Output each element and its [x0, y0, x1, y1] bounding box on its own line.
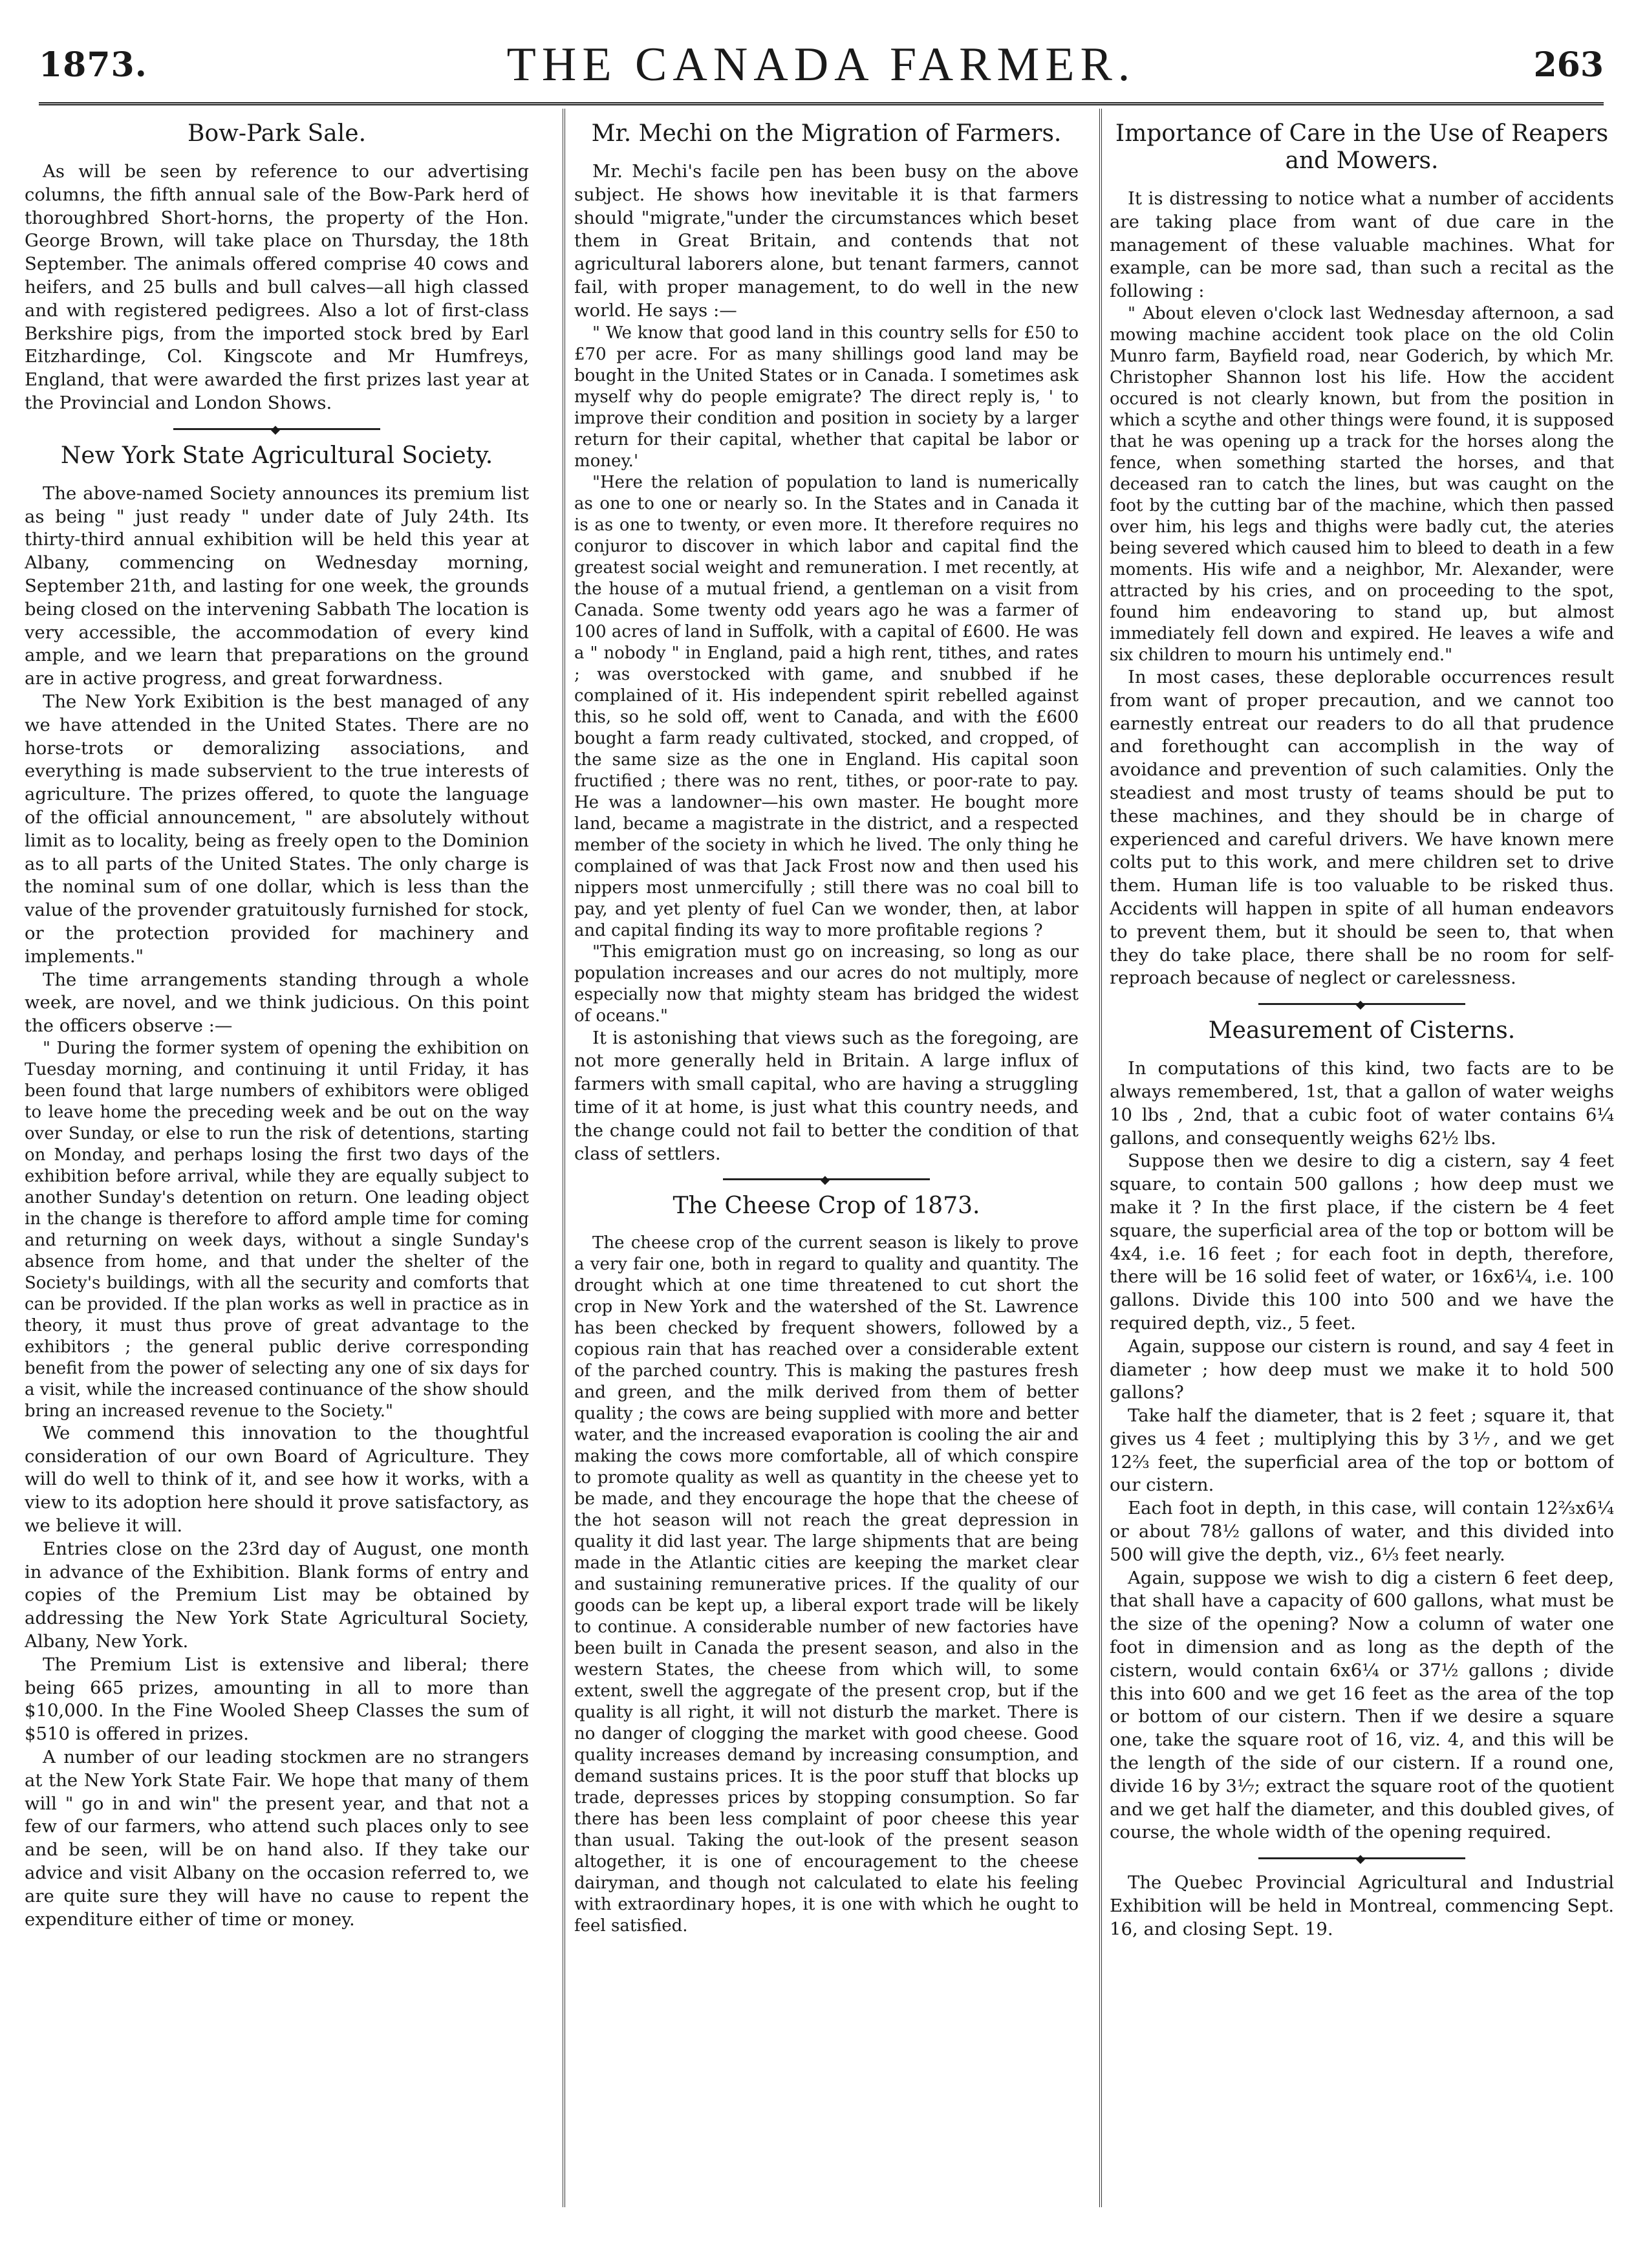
article-measurement-of-cisterns	[1110, 1017, 1614, 1844]
article-paragraph: The cheese crop of the current season is likely to prove a very fair one, both in regard to quality and quantity. The drought which at one time threatened to cut short the crop in New York and the watershed of the St. Lawrence has been checked by frequent showers, followed by a copious rain that has reached over a considerable extent of the parched country. This is making the pastures fresh and green, and the milk derived from them of better quality ; the cows are being supplied with more and better water, and the increased evaporation is cooling the air and making the cows more comfortable, all of which conspire to promote quality as well as quantity in the cheese yet to be made, and they encourage the hope that the cheese of the hot season will not reach the great depression in quality it did last year. The large shipments that are being made in the Atlantic cities are keeping the market clear and sustaining remunerative prices. If the quality of our goods can be kept up, a liberal export trade will be likely to continue. A considerable number of new factories have been built in Canada the present season, and also in the western States, the cheese from which will, to some extent, swell the aggregate of the present crop, but if the quality is all right, it will not disturb the market. There is no danger of clogging the market with good cheese. Good quality increases demand by increasing consumption, and demand sustains prices. It is the poor stuff that blocks up trade, depresses prices by stopping consumption. So far there has been less complaint of poor cheese this year than usual. Taking the out-look of the present season altogether, it is one of encouragement to the cheese dairyman, and though not calculated to elate his feeling with extraordinary hopes, it is one with which he ought to feel satisfied.	[574, 1233, 1079, 1936]
article-mr-mechi-migration	[574, 120, 1079, 1165]
article-paragraph: It is distressing to notice what a number of accidents are taking place from want of due care in the management of these valuable machines. What for example, can be more sad, than such a recital as the following :	[1110, 188, 1614, 302]
article-paragraph: Suppose then we desire to dig a cistern, say 4 feet square, to contain 500 gallons ; how deep must we make it ? In the first place, if the cistern be 4 feet square, the superficial area of the top or bottom will be 4x4, i.e. 16 feet ; for each foot in depth, therefore, there will be 16 solid feet of water, or 16x6¼, i.e. 100 gallons. Divide this 100 into 500 and we have the required depth, viz., 5 feet.	[1110, 1150, 1614, 1334]
page-number: 263	[1533, 45, 1604, 85]
publication-title: THE CANADA FARMER.	[506, 38, 1136, 91]
notice-quebec-exhibition	[1110, 1872, 1614, 1941]
section-divider	[1110, 1853, 1614, 1863]
column-2	[574, 114, 1079, 2196]
article-paragraph: Take half the diameter, that is 2 feet ; square it, that gives us 4 feet ; multiplying this by 3⅐, and we get 12⅔ feet, the superficial area of the top or bottom of our cistern.	[1110, 1405, 1614, 1496]
article-new-york-state-agricultural-society	[25, 442, 529, 1932]
section-divider	[1110, 999, 1614, 1008]
article-paragraph: The time arrangements standing through a whole week, are novel, and we think judicious. On this point the officers observe :—	[25, 969, 529, 1037]
article-paragraph: A number of our leading stockmen are no strangers at the New York State Fair. We hope that many of them will " go in and win" the present year, and that not a few of our farmers, who attend such places only to see and be seen, will be on hand also. If they take our advice and visit Albany on the occasion referred to, we are quite sure they will have no cause to repent the expenditure either of time or money.	[25, 1747, 529, 1930]
article-paragraph: It is astonishing that views such as the foregoing, are not more generally held in Britain. A large influx of farmers with small capital, who are having a struggling time of it at home, is just what this country needs, and the change could not fail to better the condition of that class of settlers.	[574, 1027, 1079, 1164]
masthead-rule	[39, 102, 1604, 105]
article-paragraph: As will be seen by reference to our advertising columns, the fifth annual sale of the Bow-Park herd of thoroughbred Short-horns, the property of the Hon. George Brown, will take place on Thursday, the 18th September. The animals offered comprise 40 cows and heifers, and 25 bulls and bull calves—all high classed and with registered pedigrees. Also a lot of first-class Berkshire pigs, from the imported stock bred by Earl Eitzhardinge, Col. Kingscote and Mr Humfreys, England, that were awarded the first prizes last year at the Provincial and London Shows.	[25, 161, 529, 413]
article-paragraph: The above-named Society announces its premium list as being " just ready " under date of July 24th. Its thirty-third annual exhibition will be held this year at Albany, commencing on Wednesday morning, September 21th, and lasting for one week, the grounds being closed on the intervening Sabbath The location is very accessible, the accommodation of every kind ample, and we learn that preparations on the ground are in active progress, and great forwardness.	[25, 482, 529, 689]
article-paragraph: Again, suppose our cistern is round, and say 4 feet in diameter ; how deep must we make it to hold 500 gallons?	[1110, 1335, 1614, 1403]
article-paragraph: The Premium List is extensive and liberal; there being 665 prizes, amounting in all to more than $10,000. In the Fine Wooled Sheep Classes the sum of $510 is offered in prizes.	[25, 1654, 529, 1745]
article-title: Mr. Mechi on the Migration of Farmers.	[591, 120, 1062, 147]
article-paragraph: We commend this innovation to the thoughtful consideration of our own Board of Agriculture. They will do well to think of it, and see how it works, with a view to its adoption here should it prove satisfactory, as we believe it will.	[25, 1422, 529, 1537]
article-paragraph: Again, suppose we wish to dig a cistern 6 feet deep, that shall have a capacity of 600 gallons, what must be the size of the opening? Now a column of water one foot in dimension and as long as the depth of the cistern, would contain 6x6¼ or 37½ gallons ; divide this into 600 and we get 16 feet as the area of the top or bottom of our cistern. Then if we desire a square one, take the square root of 16, viz. 4, and this will be the length of the side of our cistern. If a round one, divide 16 by 3⅐; extract the square root of the quotient and we get half the diameter, and this doubled gives, of course, the whole width of the opening required.	[1110, 1567, 1614, 1843]
column-3	[1110, 114, 1614, 2196]
article-paragraph: Mr. Mechi's facile pen has been busy on the above subject. He shows how inevitable it is that farmers should "migrate,"under the circumstances which beset them in Great Britain, and contends that not agricultural laborers alone, but tenant farmers, cannot fail, with proper management, to do well in the new world. He says :—	[574, 161, 1079, 321]
article-paragraph: The New York Exibition is the best managed of any we have attended in the United States. There are no horse-trots or demoralizing associations, and everything is made subservient to the true interests of agriculture. The prizes offered, to quote the language of the official announcement, " are absolutely without limit as to locality, being as freely open to the Dominion as to all parts of the United States. The only charge is the nominal sum of one dollar, which is less than the value of the provender gratuitously furnished for stock, or the protection provided for machinery and implements."	[25, 691, 529, 967]
article-care-reapers-mowers	[1110, 120, 1614, 990]
quoted-paragraph: "Here the relation of population to land is numerically as one to one or nearly so. In the States and in Canada it is as one to twenty, or even more. It therefore requires no conjuror to discover in which labor and capital find the greatest social weight and remuneration. I met recently, at the house of a mutual friend, a gentleman on a visit from Canada. Some twenty odd years ago he was a farmer of 100 acres of land in Suffolk, with a capital of £600. He was a " nobody " in England, paid a high rent, tithes, and rates ; was overstocked with game, and snubbed if he complained of it. His independent spirit rebelled against this, so he sold off, went to Canada, and with the £600 bought a farm ready cultivated, stocked, and cropped, of the same size as the one in England. His capital soon fructified ; there was no rent, tithes, or poor-rate to pay. He was a landowner—his own master. He bought more land, became a magistrate in the district, and a respected member of the society in which he lived. The only thing he complained of was that Jack Frost now and then used his nippers most unmercifully ; still there was no coal bill to pay, and yet plenty of fuel Can we wonder, then, at labor and capital finding its way to more profitable regions ?	[574, 472, 1079, 940]
column-divider	[1099, 109, 1102, 2207]
quoted-paragraph: " During the former system of opening the exhibition on Tuesday morning, and continuing it until Friday, it has been found that large numbers of exhibitors were obliged to leave home the preceding week and be out on the way over Sunday, or else to run the risk of detentions, starting on Monday, and perhaps losing the first two days of the exhibition before arrival, while they are equally subject to another Sunday's detention on return. One leading object in the change is therefore to afford ample time for coming and returning on week days, without a single Sunday's absence from home, and that under the shelter of the Society's buildings, with all the security and comforts that can be provided. If the plan works as well in practice as in theory, it must thus prove of great advantage to the exhibitors ; the general public derive corresponding benefit from the power of selecting any one of six days for a visit, while the increased continuance of the show should bring an increased revenue to the Society."	[25, 1038, 529, 1421]
article-title: Importance of Care in the Use of Reapers and Mowers.	[1115, 120, 1609, 174]
article-title: Measurement of Cisterns.	[1208, 1017, 1516, 1044]
masthead	[39, 26, 1604, 97]
issue-year: 1873.	[39, 45, 147, 85]
article-title: Bow-Park Sale.	[187, 120, 367, 147]
quoted-paragraph: " About eleven o'clock last Wednesday afternoon, a sad mowing machine accident took place on the old Colin Munro farm, Bayfield road, near Goderich, by which Mr. Christopher Shannon lost his life. How the accident occured is not clearly known, but from the position in which a scythe and other things were found, it is supposed that he was opening up a track for the horses along the fence, when something started the horses, and that deceased ran to catch the lines, but was caught on the foot by the cutting bar of the machine, which then passed over him, his legs and thighs were badly cut, the ateries being severed which caused him to bleed to death in a few moments. His wife and a neighbor, Mr. Alexander, were attracted by his cries, and on proceeding to the spot, found him endeavoring to stand up, but almost immediately fell down and expired. He leaves a wife and six children to mourn his untimely end."	[1110, 303, 1614, 665]
article-title: The Cheese Crop of 1873.	[673, 1193, 980, 1220]
notice-paragraph: The Quebec Provincial Agricultural and Industrial Exhibition will be held in Montreal, commencing Sept. 16, and closing Sept. 19.	[1110, 1872, 1614, 1939]
article-bow-park-sale	[25, 120, 529, 415]
article-paragraph: Each foot in depth, in this case, will contain 12⅔x6¼ or about 78½ gallons of water, and this divided into 500 will give the depth, viz., 6⅓ feet nearly.	[1110, 1498, 1614, 1565]
article-cheese-crop	[574, 1193, 1079, 1937]
section-divider	[25, 424, 529, 433]
column-1	[25, 114, 529, 2196]
article-title: New York State Agricultural Society.	[60, 442, 493, 469]
article-paragraph: In computations of this kind, two facts are to be always remembered, 1st, that a gallon of water weighs 10 lbs , 2nd, that a cubic foot of water contains 6¼ gallons, and consequently weighs 62½ lbs.	[1110, 1058, 1614, 1149]
column-divider	[563, 109, 565, 2207]
quoted-paragraph: "This emigration must go on increasing, so long as our population increases and our acres do not multiply, more especially now that mighty steam has bridged the widest of oceans."	[574, 942, 1079, 1026]
quoted-paragraph: " We know that good land in this country sells for £50 to £70 per acre. For as many shillings good land may be bought in the United States or in Canada. I sometimes ask myself why do people emigrate? The direct reply is, ' to improve their condition and position in society by a larger return for their capital, whether that capital be labor or money.'	[574, 323, 1079, 471]
article-paragraph: In most cases, these deplorable occurrences result from want of proper precaution, and we cannot too earnestly entreat our readers to do all that prudence and forethought can accomplish in the way of avoidance and prevention of such calamities. Only the steadiest and most trusty of teams should be put to these machines, and they should be in charge of experienced and careful drivers. We have known mere colts put to this work, and mere children set to drive them. Human life is too valuable to be risked thus. Accidents will happen in spite of all human endeavors to prevent them, but it should be seen to, that when they do take place, there shall be no room for self-reproach because of neglect or carelessness.	[1110, 666, 1614, 989]
article-paragraph: Entries close on the 23rd day of August, one month in advance of the Exhibition. Blank forms of entry and copies of the Premium List may be obtained by addressing the New York State Agricultural Society, Albany, New York.	[25, 1538, 529, 1652]
section-divider	[574, 1174, 1079, 1183]
